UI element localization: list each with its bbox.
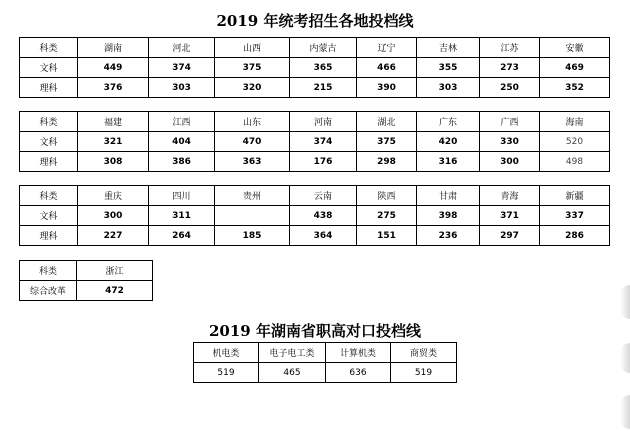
score-cell: 519 bbox=[194, 363, 259, 383]
region-header-cell: 湖南 bbox=[78, 38, 149, 58]
score-cell: 215 bbox=[290, 78, 357, 98]
score-cell: 151 bbox=[357, 226, 417, 246]
score-cell: 286 bbox=[540, 226, 610, 246]
row-label-cell: 理科 bbox=[20, 152, 78, 172]
score-cell: 390 bbox=[357, 78, 417, 98]
region-header-cell: 江西 bbox=[149, 112, 215, 132]
row-label-cell: 综合改革 bbox=[20, 281, 77, 301]
score-cell: 227 bbox=[78, 226, 149, 246]
score-cell: 250 bbox=[480, 78, 540, 98]
region-header-cell: 吉林 bbox=[417, 38, 480, 58]
region-header-cell: 贵州 bbox=[215, 186, 290, 206]
category-header-cell: 科类 bbox=[20, 261, 77, 281]
region-header-cell: 河北 bbox=[149, 38, 215, 58]
table-row bbox=[20, 226, 610, 246]
score-cell: 316 bbox=[417, 152, 480, 172]
table-row bbox=[20, 152, 610, 172]
table-row bbox=[20, 78, 610, 98]
score-cell: 308 bbox=[78, 152, 149, 172]
table-header-row bbox=[20, 38, 610, 58]
score-cell: 355 bbox=[417, 58, 480, 78]
score-cell: 519 bbox=[391, 363, 457, 383]
table-header-row bbox=[20, 112, 610, 132]
score-cell: 465 bbox=[259, 363, 326, 383]
table-header-row bbox=[20, 186, 610, 206]
score-cell: 386 bbox=[149, 152, 215, 172]
score-cell: 365 bbox=[290, 58, 357, 78]
score-cell: 176 bbox=[290, 152, 357, 172]
table-row bbox=[20, 58, 610, 78]
score-cell: 420 bbox=[417, 132, 480, 152]
region-header-cell: 甘肃 bbox=[417, 186, 480, 206]
score-cell: 275 bbox=[357, 206, 417, 226]
score-cell: 297 bbox=[480, 226, 540, 246]
score-cell: 375 bbox=[215, 58, 290, 78]
region-header-cell: 重庆 bbox=[78, 186, 149, 206]
region-header-cell: 内蒙古 bbox=[290, 38, 357, 58]
score-cell: 273 bbox=[480, 58, 540, 78]
region-header-cell: 湖北 bbox=[357, 112, 417, 132]
region-header-cell: 安徽 bbox=[540, 38, 610, 58]
score-cell: 320 bbox=[215, 78, 290, 98]
score-cell: 337 bbox=[540, 206, 610, 226]
table-row bbox=[20, 132, 610, 152]
score-cell: 303 bbox=[417, 78, 480, 98]
score-cell: 470 bbox=[215, 132, 290, 152]
region-header-cell: 山西 bbox=[215, 38, 290, 58]
table-header-row bbox=[194, 343, 457, 363]
province-table-1 bbox=[19, 37, 610, 98]
score-cell: 374 bbox=[290, 132, 357, 152]
region-header-cell: 海南 bbox=[540, 112, 610, 132]
score-cell: 300 bbox=[78, 206, 149, 226]
score-cell: 185 bbox=[215, 226, 290, 246]
vocational-title: 2019 年湖南省职高对口投档线 bbox=[209, 322, 421, 340]
vocational-table bbox=[193, 342, 457, 383]
score-cell bbox=[215, 206, 290, 226]
region-header-cell: 新疆 bbox=[540, 186, 610, 206]
category-header-cell: 机电类 bbox=[194, 343, 259, 363]
page-edge-shadow bbox=[620, 395, 630, 429]
page-edge-shadow bbox=[620, 285, 630, 319]
row-label-cell: 文科 bbox=[20, 132, 78, 152]
score-cell: 364 bbox=[290, 226, 357, 246]
score-cell: 303 bbox=[149, 78, 215, 98]
table-row bbox=[20, 206, 610, 226]
score-cell: 520 bbox=[540, 132, 610, 152]
region-header-cell: 广西 bbox=[480, 112, 540, 132]
score-cell: 311 bbox=[149, 206, 215, 226]
region-header-cell: 江苏 bbox=[480, 38, 540, 58]
region-header-cell: 广东 bbox=[417, 112, 480, 132]
score-cell: 330 bbox=[480, 132, 540, 152]
score-cell: 469 bbox=[540, 58, 610, 78]
score-cell: 321 bbox=[78, 132, 149, 152]
score-cell: 352 bbox=[540, 78, 610, 98]
category-header-cell: 计算机类 bbox=[326, 343, 391, 363]
score-cell: 636 bbox=[326, 363, 391, 383]
region-header-cell: 山东 bbox=[215, 112, 290, 132]
score-cell: 398 bbox=[417, 206, 480, 226]
score-cell: 236 bbox=[417, 226, 480, 246]
category-header-cell: 科类 bbox=[20, 186, 78, 206]
score-cell: 300 bbox=[480, 152, 540, 172]
row-label-cell: 理科 bbox=[20, 226, 78, 246]
province-table-2 bbox=[19, 111, 610, 172]
score-cell: 438 bbox=[290, 206, 357, 226]
row-label-cell: 文科 bbox=[20, 58, 78, 78]
score-cell: 376 bbox=[78, 78, 149, 98]
score-cell: 264 bbox=[149, 226, 215, 246]
page-edge-shadow bbox=[620, 343, 630, 373]
table-header-row bbox=[20, 261, 153, 281]
score-cell: 371 bbox=[480, 206, 540, 226]
province-table-3 bbox=[19, 185, 610, 246]
region-header-cell: 云南 bbox=[290, 186, 357, 206]
table-row bbox=[20, 281, 153, 301]
score-cell: 449 bbox=[78, 58, 149, 78]
score-cell: 375 bbox=[357, 132, 417, 152]
category-header-cell: 商贸类 bbox=[391, 343, 457, 363]
region-header-cell: 陕西 bbox=[357, 186, 417, 206]
score-cell: 472 bbox=[77, 281, 153, 301]
category-header-cell: 科类 bbox=[20, 112, 78, 132]
category-header-cell: 电子电工类 bbox=[259, 343, 326, 363]
category-header-cell: 科类 bbox=[20, 38, 78, 58]
region-header-cell: 青海 bbox=[480, 186, 540, 206]
score-cell: 374 bbox=[149, 58, 215, 78]
row-label-cell: 理科 bbox=[20, 78, 78, 98]
region-header-cell: 四川 bbox=[149, 186, 215, 206]
page-title: 2019 年统考招生各地投档线 bbox=[216, 12, 414, 30]
score-cell: 466 bbox=[357, 58, 417, 78]
score-cell: 363 bbox=[215, 152, 290, 172]
score-cell: 298 bbox=[357, 152, 417, 172]
region-header-cell: 浙江 bbox=[77, 261, 153, 281]
row-label-cell: 文科 bbox=[20, 206, 78, 226]
table-row bbox=[194, 363, 457, 383]
region-header-cell: 辽宁 bbox=[357, 38, 417, 58]
region-header-cell: 河南 bbox=[290, 112, 357, 132]
score-cell: 498 bbox=[540, 152, 610, 172]
province-table-4 bbox=[19, 260, 153, 301]
region-header-cell: 福建 bbox=[78, 112, 149, 132]
score-cell: 404 bbox=[149, 132, 215, 152]
